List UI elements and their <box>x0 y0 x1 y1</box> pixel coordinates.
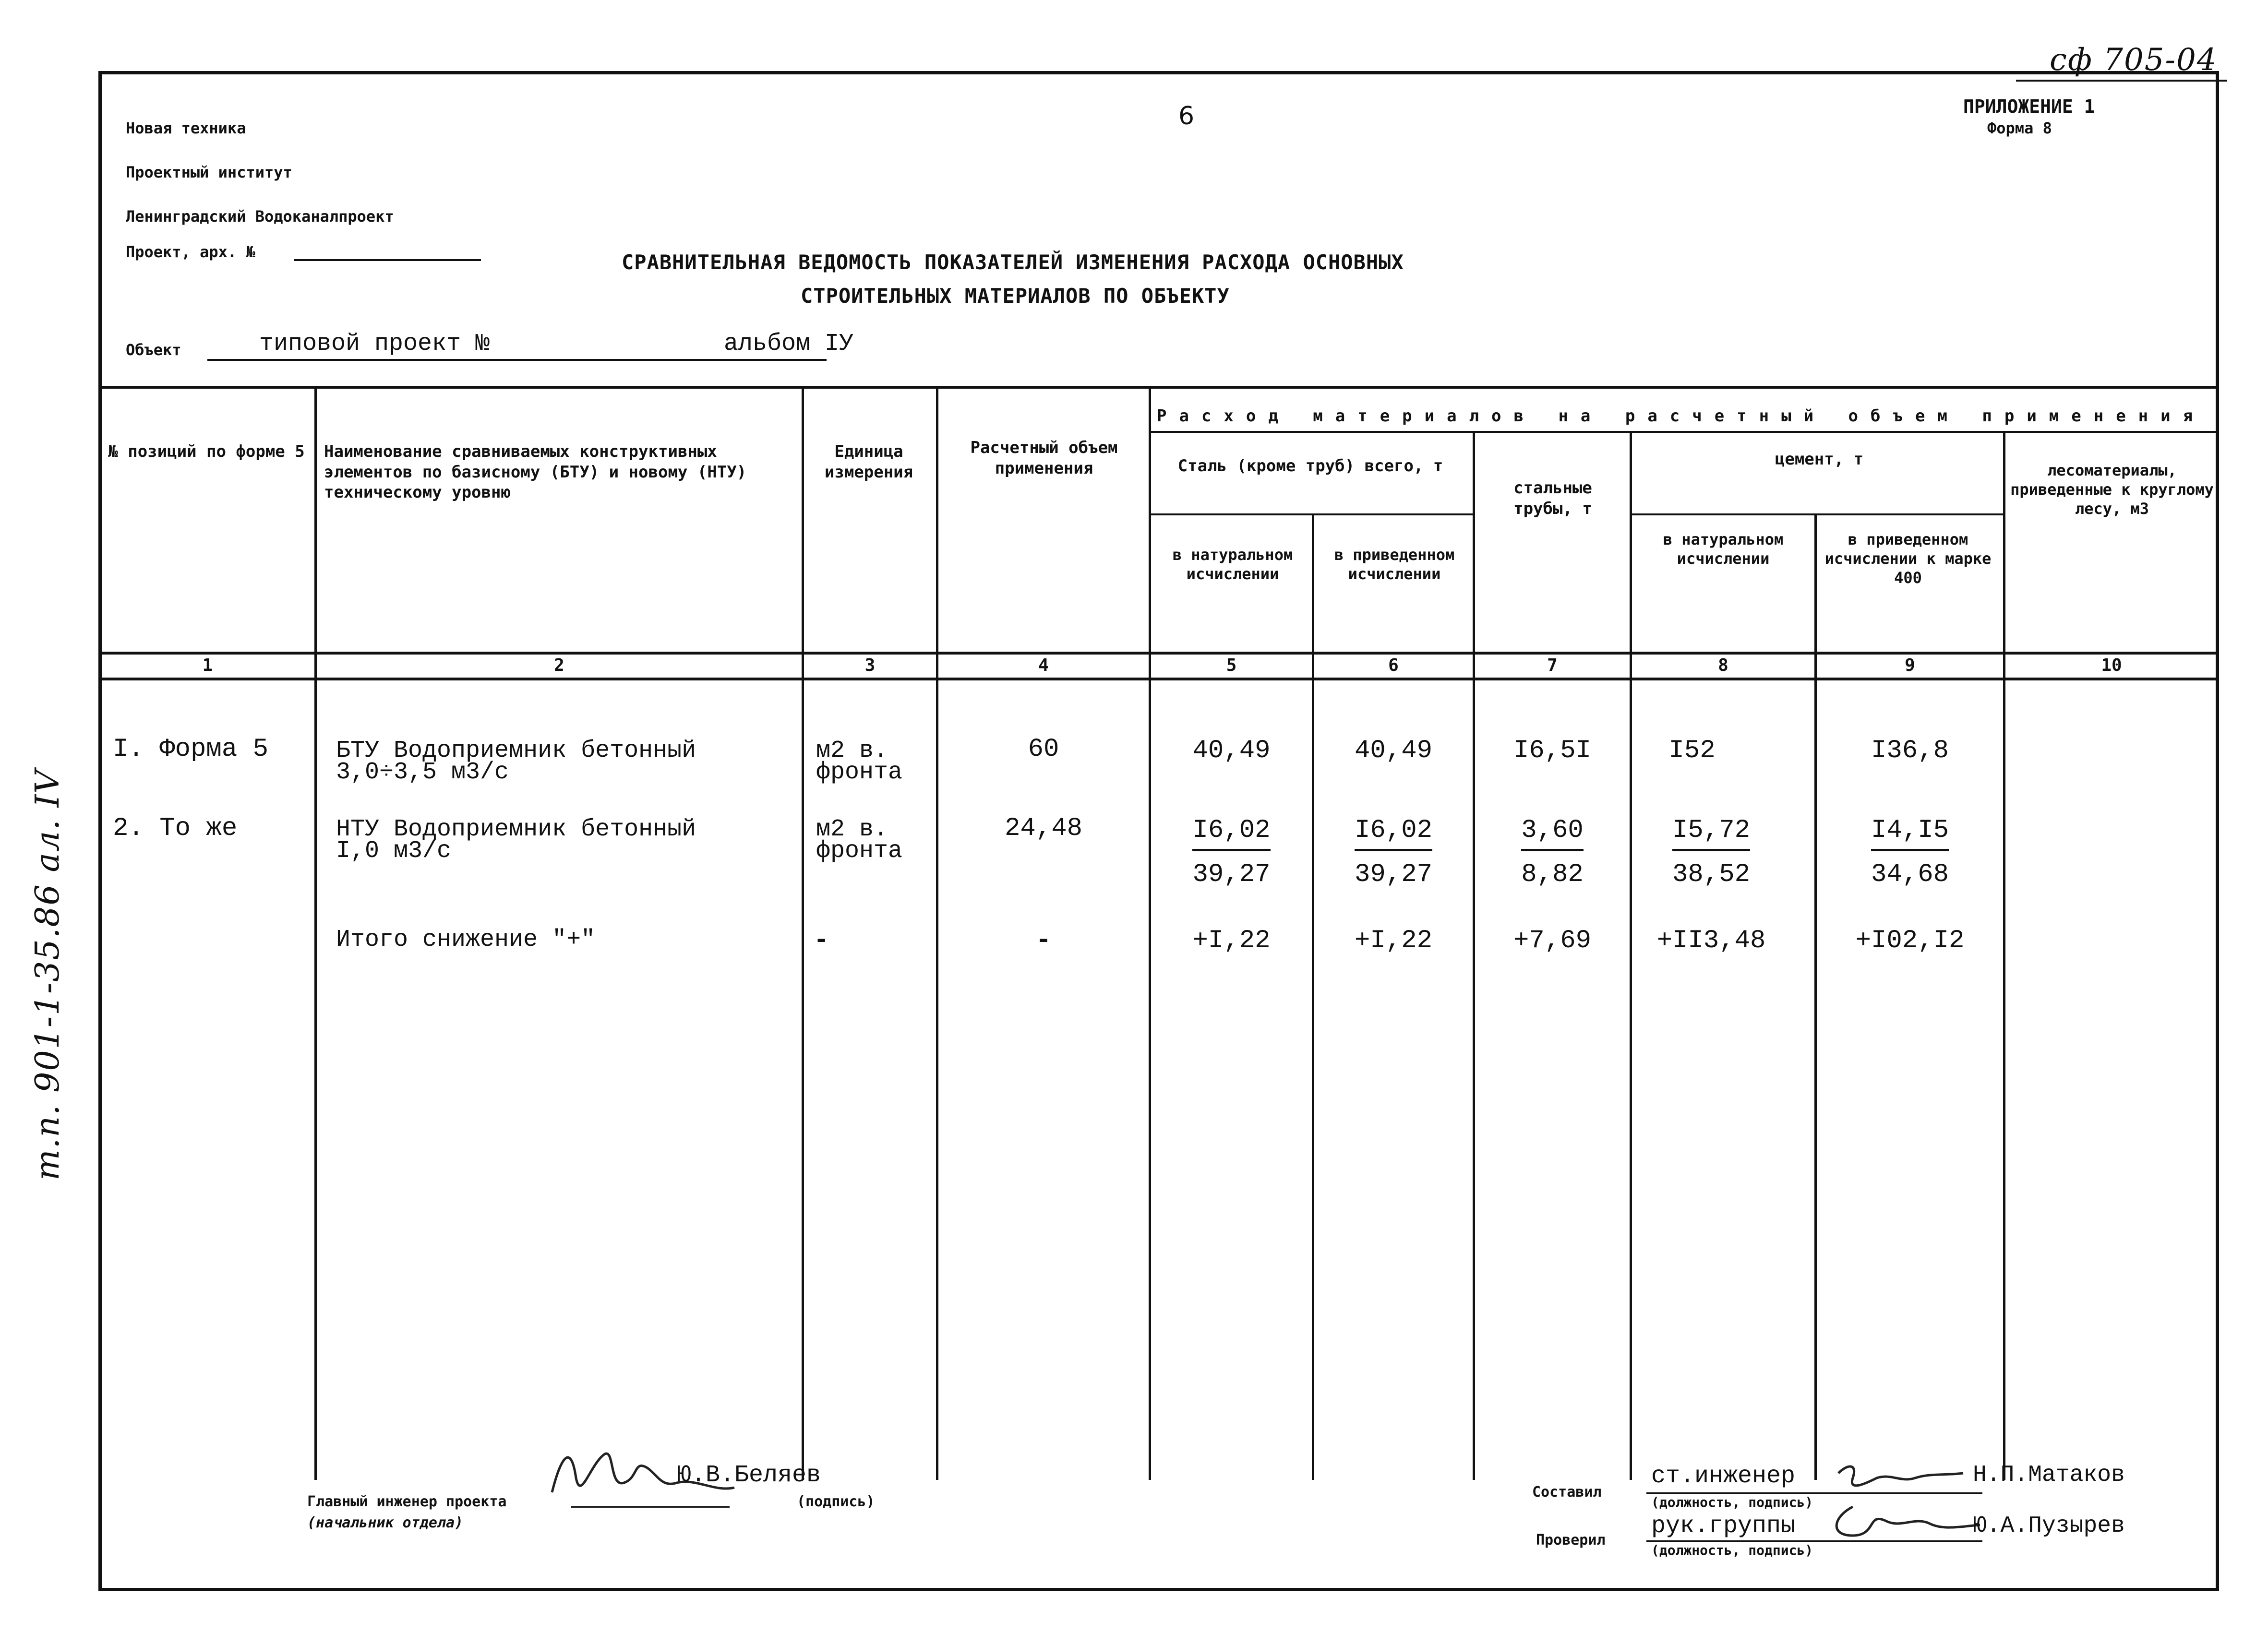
header-cement-natural: в натуральном исчислении <box>1663 530 1784 568</box>
row1-cement-natural: I52 <box>1668 736 1716 765</box>
colnum-1: 1 <box>202 655 213 675</box>
header-steel-natural: в натуральном исчислении <box>1172 546 1293 583</box>
org-name: Ленинградский Водоканалпроект <box>126 207 394 226</box>
total-unit: - <box>814 926 829 955</box>
table-top-line <box>101 386 2218 389</box>
chief-engineer-sig-caption: (подпись) <box>797 1493 875 1510</box>
document-title-line1: СРАВНИТЕЛЬНАЯ ВЕДОМОСТЬ ПОКАЗАТЕЛЕЙ ИЗМЕНЕНИЯ РАСХОДА ОСНОВНЫХ <box>622 250 1404 274</box>
header-materials-group: Расход материалов на расчетный объем применения <box>1157 406 2206 426</box>
chief-engineer-label: Главный инженер проекта <box>307 1493 507 1510</box>
row2-steel-natural-denominator: 39,27 <box>1192 860 1271 889</box>
colnum-4: 4 <box>1038 655 1049 675</box>
subgroup-line-cement <box>1630 513 2004 515</box>
total-steel-pipes: +7,69 <box>1513 926 1592 955</box>
compiled-signature <box>1834 1454 1968 1497</box>
checked-position: рук.группы <box>1651 1513 1796 1540</box>
vline-9 <box>2003 431 2005 1480</box>
row2-cement-reduced <box>1817 816 2003 889</box>
total-label: Итого снижение "+" <box>336 926 596 953</box>
header-unit: Единица измерения <box>824 442 913 482</box>
header-timber: лесоматериалы, приведенные к круглому лесу, м3 <box>2010 461 2214 518</box>
appendix-title: ПРИЛОЖЕНИЕ 1 <box>1963 96 2095 117</box>
row2-cement-natural-numerator: I5,72 <box>1672 816 1750 851</box>
row2-steel-reduced-denominator: 39,27 <box>1354 860 1433 889</box>
total-cement-reduced: +I02,I2 <box>1855 926 1965 955</box>
row2-steel-natural-numerator: I6,02 <box>1192 816 1270 851</box>
chief-engineer-name: Ю.В.Беляев <box>677 1462 821 1489</box>
project-archive-label: Проект, арх. № <box>126 243 255 261</box>
row2-unit-line2: фронта <box>816 837 903 865</box>
vline-7 <box>1630 431 1632 1480</box>
row2-position: 2. То же <box>113 814 238 843</box>
project-archive-underline <box>294 259 481 261</box>
colnum-bottom-line <box>101 678 2218 680</box>
page-number: 6 <box>1178 102 1195 131</box>
compiled-position: ст.инженер <box>1651 1463 1796 1490</box>
total-volume: - <box>1035 926 1052 955</box>
archive-stamp: сф 705-04 <box>2050 42 2218 78</box>
row2-unit-line1: м2 в. <box>816 816 888 843</box>
compiled-caption: (должность, подпись) <box>1651 1494 1813 1510</box>
row1-name-line1: БТУ Водоприемник бетонный <box>336 737 696 764</box>
row1-steel-reduced: 40,49 <box>1354 736 1433 765</box>
compiled-name: Н.П.Матаков <box>1973 1462 2125 1488</box>
total-cement-natural: +II3,48 <box>1656 926 1766 955</box>
colnum-7: 7 <box>1547 655 1558 675</box>
header-position: № позиций по форме 5 <box>108 442 305 461</box>
row2-steel-pipes-denominator: 8,82 <box>1521 860 1584 889</box>
header-volume: Расчетный объем применения <box>970 438 1118 478</box>
appendix-form: Форма 8 <box>1987 119 2052 137</box>
object-underline <box>207 359 827 361</box>
row1-steel-natural: 40,49 <box>1192 736 1271 765</box>
row2-name-line1: НТУ Водоприемник бетонный <box>336 816 696 843</box>
org-new-tech: Новая техника <box>126 119 246 137</box>
header-name: Наименование сравниваемых конструктивных элементов по базисному (БТУ) и новому (НТУ) техническому уровню <box>324 442 747 502</box>
row1-unit-line2: фронта <box>816 759 903 786</box>
chief-engineer-sublabel: (начальник отдела) <box>307 1514 464 1531</box>
row2-steel-natural <box>1151 816 1312 889</box>
colnum-10: 10 <box>2101 655 2122 675</box>
header-cement: цемент, т <box>1775 450 1864 469</box>
header-steel-reduced: в приведенном исчислении <box>1334 546 1455 583</box>
group-header-line <box>1150 431 2218 433</box>
checked-name: Ю.А.Пузырев <box>1973 1513 2125 1539</box>
compiled-label: Составил <box>1532 1484 1602 1501</box>
org-institute: Проектный институт <box>126 163 292 181</box>
row2-cement-natural <box>1632 816 1790 889</box>
checked-label: Проверил <box>1536 1532 1606 1549</box>
row2-volume: 24,48 <box>1004 814 1083 843</box>
colnum-5: 5 <box>1226 655 1237 675</box>
vline-2 <box>802 386 804 1480</box>
vline-6 <box>1473 431 1475 1480</box>
row1-unit-line1: м2 в. <box>816 737 888 764</box>
row1-steel-pipes: I6,5I <box>1513 736 1592 765</box>
colnum-6: 6 <box>1388 655 1399 675</box>
row2-name-line2: I,0 м3/с <box>336 837 452 865</box>
object-label: Объект <box>126 341 181 359</box>
header-steel: Сталь (кроме труб) всего, т <box>1177 456 1443 476</box>
document-title-line2: СТРОИТЕЛЬНЫХ МАТЕРИАЛОВ ПО ОБЪЕКТУ <box>801 284 1230 308</box>
row1-position: I. Форма 5 <box>113 735 269 764</box>
row2-cement-natural-denominator: 38,52 <box>1672 860 1751 889</box>
header-bottom-line <box>101 652 2218 655</box>
object-value: типовой проект № <box>259 330 490 357</box>
colnum-9: 9 <box>1905 655 1915 675</box>
row2-steel-pipes-numerator: 3,60 <box>1521 816 1584 851</box>
colnum-8: 8 <box>1718 655 1728 675</box>
header-cement-reduced: в приведенном исчислении к марке 400 <box>1824 530 1992 587</box>
total-steel-reduced: +I,22 <box>1354 926 1433 955</box>
row1-volume: 60 <box>1028 735 1059 764</box>
row2-steel-pipes <box>1475 816 1630 889</box>
row2-steel-reduced-numerator: I6,02 <box>1355 816 1432 851</box>
total-steel-natural: +I,22 <box>1192 926 1271 955</box>
row2-cement-reduced-denominator: 34,68 <box>1871 860 1949 889</box>
row1-name-line2: 3,0÷3,5 м3/с <box>336 759 509 786</box>
colnum-3: 3 <box>864 655 876 675</box>
checked-caption: (должность, подпись) <box>1651 1542 1813 1558</box>
row2-cement-reduced-numerator: I4,I5 <box>1871 816 1949 851</box>
header-steel-pipes: стальные трубы, т <box>1513 478 1592 518</box>
object-album: альбом IУ <box>724 330 854 357</box>
row1-cement-reduced: I36,8 <box>1871 736 1949 765</box>
checked-signature <box>1824 1497 1982 1545</box>
row2-steel-reduced <box>1314 816 1473 889</box>
colnum-2: 2 <box>554 655 564 675</box>
vline-1 <box>314 386 317 1480</box>
side-note: т.п. 901-1-35.86 ал. IV <box>29 769 67 1180</box>
